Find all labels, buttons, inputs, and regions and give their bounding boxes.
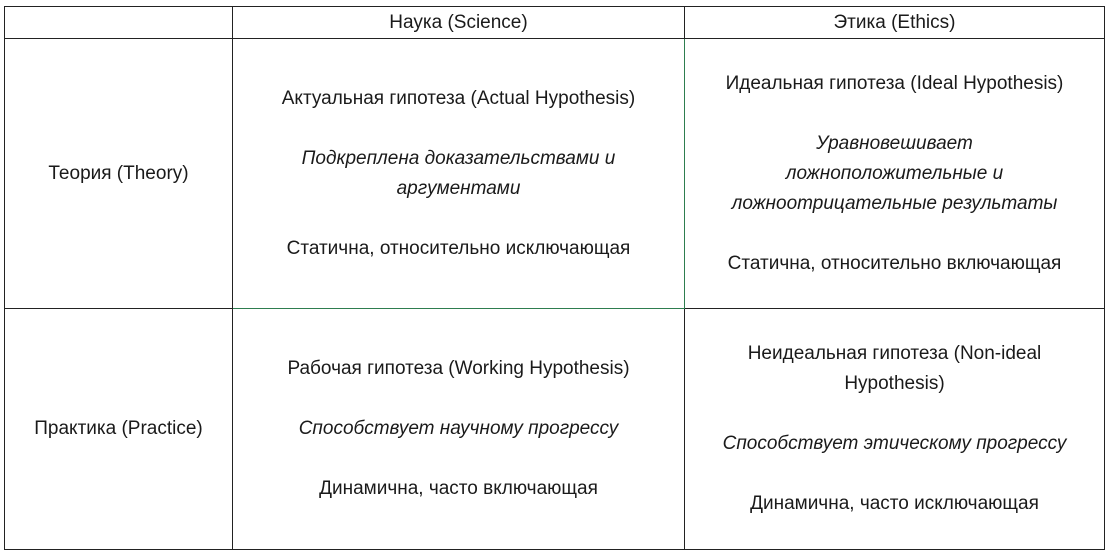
cell-note: Динамична, часто исключающая (750, 493, 1039, 514)
cell-description: Подкреплена доказательствами и (301, 147, 616, 169)
cell-title: Рабочая гипотеза (Working Hypothesis) (287, 358, 630, 379)
cell-description: Способствует научному прогрессу (298, 418, 619, 439)
header-row (5, 7, 1105, 39)
cell-theory-science[interactable] (233, 39, 685, 309)
cell-note: Динамична, часто включающая (319, 478, 598, 499)
cell-practice-science[interactable] (233, 309, 685, 550)
cell-description: аргументами (396, 177, 521, 199)
theory-row (5, 39, 1105, 309)
corner-cell[interactable] (5, 7, 233, 39)
cell-practice-ethics[interactable] (685, 309, 1105, 550)
cell-title: Актуальная гипотеза (Actual Hypothesis) (281, 87, 636, 109)
cell-title: Неидеальная гипотеза (Non-ideal (747, 343, 1042, 364)
header-ethics[interactable]: Этика (Ethics) (685, 7, 1105, 39)
cell-description: ложноотрицательные результаты (731, 192, 1058, 214)
cell-note: Статична, относительно исключающая (286, 237, 631, 259)
cell-note: Статична, относительно включающая (727, 252, 1062, 274)
cell-description: ложноположительные и (785, 162, 1004, 184)
comparison-table (4, 6, 1105, 550)
cell-title: Hypothesis) (844, 373, 945, 394)
cell-title: Идеальная гипотеза (Ideal Hypothesis) (725, 72, 1064, 94)
row-label-theory[interactable]: Теория (Theory) (5, 39, 233, 309)
header-science[interactable]: Наука (Science) (233, 7, 685, 39)
cell-description: Способствует этическому прогрессу (722, 433, 1067, 454)
cell-theory-ethics[interactable] (685, 39, 1105, 309)
practice-row (5, 309, 1105, 550)
cell-description: Уравновешивает (816, 132, 973, 154)
row-label-practice[interactable]: Практика (Practice) (5, 309, 233, 550)
